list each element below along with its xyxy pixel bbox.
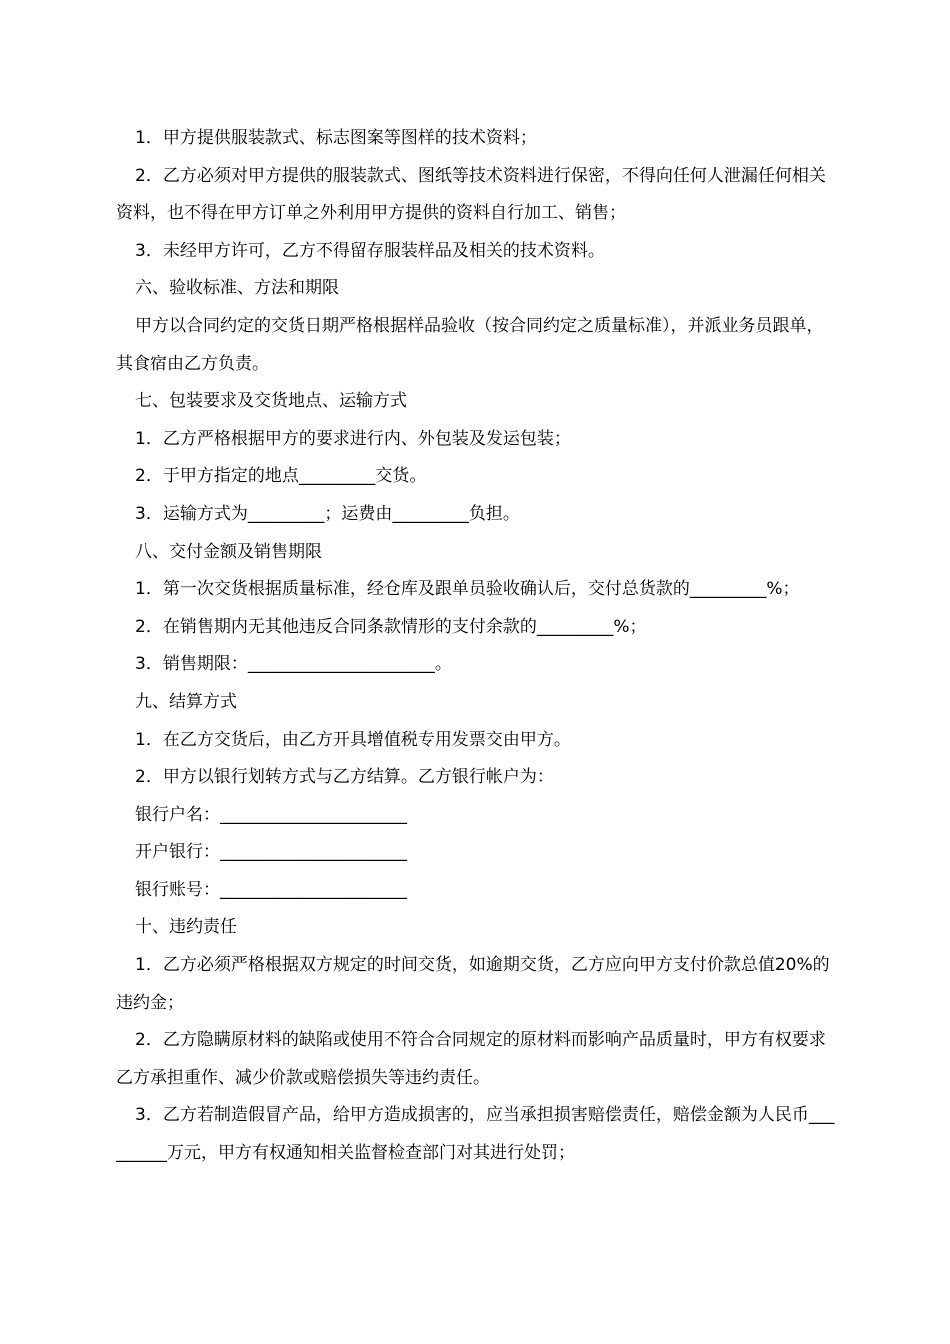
clause-confidential-2: 2．乙方必须对甲方提供的服装款式、图纸等技术资料进行保密，不得向任何人泄漏任何相关资料，也不得在甲方订单之外利用甲方提供的资料自行加工、销售；	[116, 165, 826, 224]
bank-branch: 开户银行：______________________	[135, 842, 407, 863]
clause-packaging-3: 3．运输方式为_________；运费由_________负担。	[135, 503, 520, 524]
clause-settlement-1: 1．在乙方交货后，由乙方开具增值税专用发票交由甲方。	[135, 729, 571, 750]
section-heading-settlement: 九、结算方式	[135, 691, 237, 712]
section-heading-liability: 十、违约责任	[135, 917, 237, 938]
clause-payment-3: 3．销售期限：______________________。	[135, 654, 452, 675]
clause-payment-2: 2．在销售期内无其他违反合同条款情形的支付余款的_________%；	[135, 616, 647, 637]
clause-liability-2: 2．乙方隐瞒原材料的缺陷或使用不符合合同规定的原材料而影响产品质量时，甲方有权要求乙方承担重作、减少价款或赔偿损失等违约责任。	[116, 1030, 826, 1088]
clause-liability-1: 1．乙方必须严格根据双方规定的时间交货，如逾期交货，乙方应向甲方支付价款总值20%的违约金；	[116, 955, 830, 1013]
section-heading-packaging: 七、包装要求及交货地点、运输方式	[135, 391, 407, 412]
clause-confidential-3: 3．未经甲方许可，乙方不得留存服装样品及相关的技术资料。	[135, 240, 605, 261]
bank-account-name: 银行户名：______________________	[135, 804, 407, 825]
section-heading-payment: 八、交付金额及销售期限	[135, 541, 322, 562]
contract-text	[116, 120, 838, 1173]
clause-packaging-1: 1．乙方严格根据甲方的要求进行内、外包装及发运包装；	[135, 428, 571, 449]
section-heading-acceptance: 六、验收标准、方法和期限	[135, 278, 339, 299]
clause-settlement-2: 2．甲方以银行划转方式与乙方结算。乙方银行帐户为：	[135, 767, 554, 788]
bank-account-number: 银行账号：______________________	[135, 879, 407, 900]
clause-confidential-1: 1．甲方提供服装款式、标志图案等图样的技术资料；	[135, 128, 537, 148]
clause-payment-1: 1．第一次交货根据质量标准，经仓库及跟单员验收确认后，交付总货款的_________%；	[135, 579, 800, 600]
clause-packaging-2: 2．于甲方指定的地点_________交货。	[135, 466, 427, 487]
clause-acceptance: 甲方以合同约定的交货日期严格根据样品验收（按合同约定之质量标准），并派业务员跟单，其食宿由乙方负责。	[116, 315, 824, 374]
clause-liability-3: 3．乙方若制造假冒产品，给甲方造成损害的，应当承担损害赔偿责任，赔偿金额为人民币_________万元，甲方有权通知相关监督检查部门对其进行处罚；	[116, 1105, 835, 1164]
